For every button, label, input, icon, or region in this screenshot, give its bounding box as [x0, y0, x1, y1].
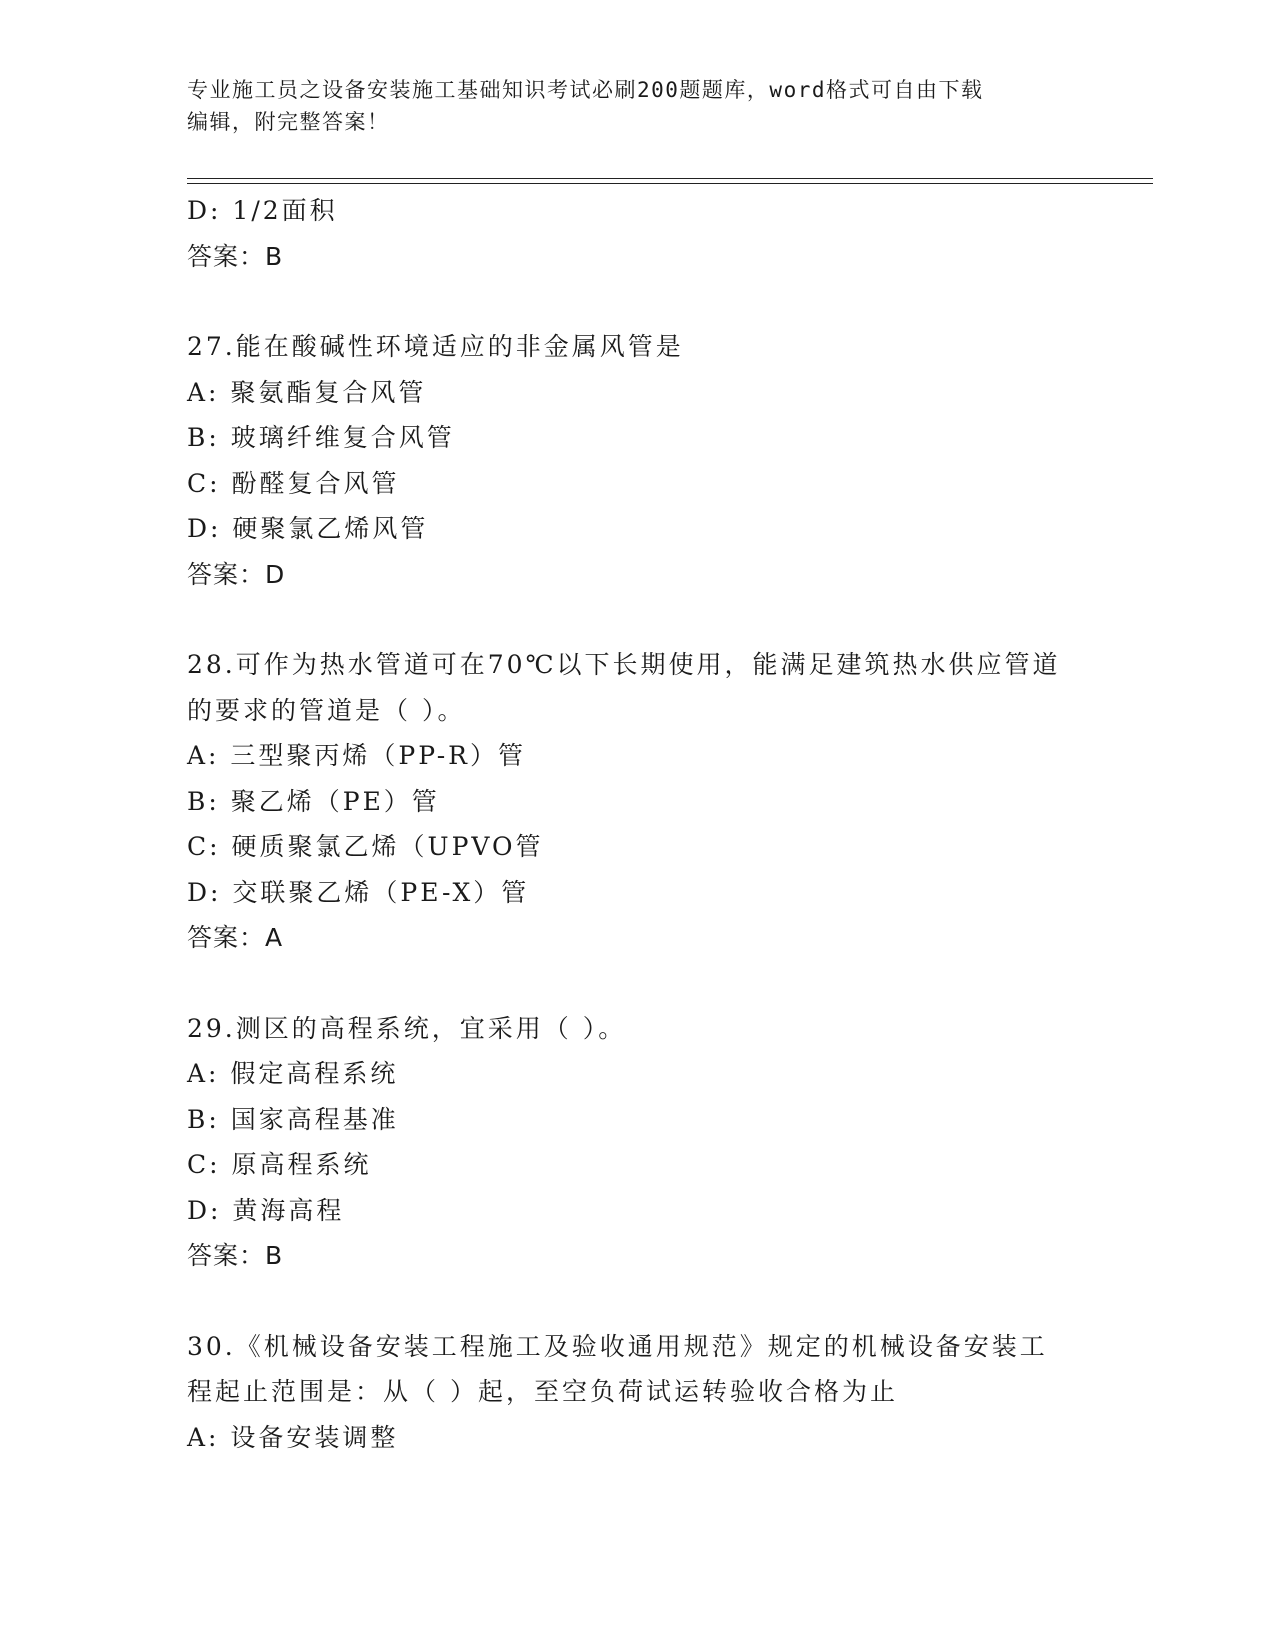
header-line-1: 专业施工员之设备安装施工基础知识考试必刷200题题库，word格式可自由下载 — [187, 78, 984, 102]
option-d: D: 1/2面积 — [187, 196, 338, 225]
question-28-option-a: A: 三型聚丙烯（PP-R）管 — [187, 741, 526, 770]
question-27-stem: 27.能在酸碱性环境适应的非金属风管是 — [187, 332, 684, 361]
question-list — [187, 188, 1087, 1460]
header-rule-top — [187, 178, 1153, 179]
question-29-option-a: A: 假定高程系统 — [187, 1059, 399, 1088]
question-30-stem-line-2: 程起止范围是：从（ ）起，至空负荷试运转验收合格为止 — [187, 1377, 898, 1406]
question-28-option-c: C: 硬质聚氯乙烯（UPVO管 — [187, 832, 544, 861]
question-30-stem-line-1: 30.《机械设备安装工程施工及验收通用规范》规定的机械设备安装工 — [187, 1331, 1048, 1361]
spacer — [187, 961, 1087, 1006]
header-line-2: 编辑，附完整答案！ — [187, 110, 390, 134]
question-29-answer: 答案：B — [187, 1241, 284, 1270]
header-rule-bottom — [187, 183, 1153, 184]
spacer — [187, 597, 1087, 642]
question-28-stem-line-1: 28.可作为热水管道可在70℃以下长期使用，能满足建筑热水供应管道 — [187, 650, 1061, 679]
question-29-stem: 29.测区的高程系统，宜采用（ ）。 — [187, 1013, 627, 1043]
question-29-option-b: B: 国家高程基准 — [187, 1104, 399, 1134]
question-28-option-b: B: 聚乙烯（PE）管 — [187, 786, 440, 816]
question-29-option-d: D: 黄海高程 — [187, 1195, 345, 1225]
question-30-option-a: A: 设备安装调整 — [187, 1422, 399, 1452]
question-27-option-b: B: 玻璃纤维复合风管 — [187, 423, 455, 452]
answer-line: 答案：B — [187, 241, 284, 271]
question-27-option-c: C: 酚醛复合风管 — [187, 468, 400, 498]
question-28-answer: 答案：A — [187, 923, 284, 952]
question-29-option-c: C: 原高程系统 — [187, 1150, 372, 1179]
spacer — [187, 1279, 1087, 1324]
question-27-answer: 答案：D — [187, 559, 286, 589]
question-27-option-d: D: 硬聚氯乙烯风管 — [187, 514, 429, 543]
question-27-option-a: A: 聚氨酯复合风管 — [187, 377, 427, 407]
question-28-stem-line-2: 的要求的管道是（ ）。 — [187, 695, 466, 725]
question-28-option-d: D: 交联聚乙烯（PE-X）管 — [187, 877, 530, 907]
document-header — [187, 74, 1087, 138]
spacer — [187, 279, 1087, 324]
